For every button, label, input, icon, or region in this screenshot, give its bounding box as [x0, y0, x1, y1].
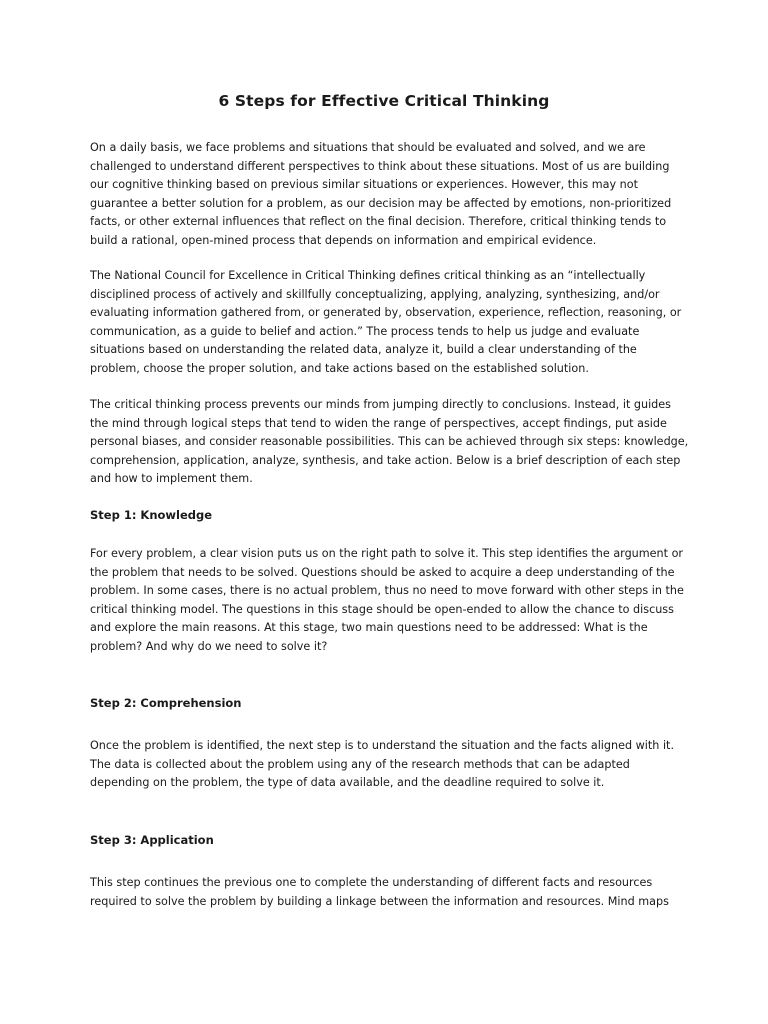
- step-2-text: Once the problem is identified, the next step is to understand the situation and the facts aligned with it. The data is collected about the problem using any of the research methods that can be adapted depending on the problem, the type of data available, and the deadline required to solve it.: [90, 739, 674, 790]
- document-title: 6 Steps for Effective Critical Thinking: [218, 92, 550, 110]
- step-1-heading: Step 1: Knowledge: [90, 508, 213, 522]
- step-3-heading: Step 3: Application: [90, 833, 214, 847]
- intro-paragraph: On a daily basis, we face problems and situations that should be evaluated and solved, and we are challenged to understand different perspectives to think about these situations. Most of us are building our cognitive thinking based on previous similar situations or experiences. However, this may not guarantee a better solution for a problem, as our decision may be affected by emotions, non-prioritized facts, or other external influences that reflect on the final decision. Therefore, critical thinking tends to build a rational, open-mined process that depends on information and empirical evidence.: [90, 141, 672, 247]
- step-1-text: For every problem, a clear vision puts us on the right path to solve it. This step identifies the argument or the problem that needs to be solved. Questions should be asked to acquire a deep understanding of the problem. In some cases, there is no actual problem, thus no need to move forward with other steps in the critical thinking model. The questions in this stage should be open-ended to allow the chance to discuss and explore the main reasons. At this stage, two main questions need to be addressed: What is the problem? And why do we need to solve it?: [90, 547, 684, 653]
- process-paragraph: The critical thinking process prevents our minds from jumping directly to conclusions. Instead, it guides the mind through logical steps that tend to widen the range of perspectives, accept findings, put aside personal biases, and consider reasonable possibilities. This can be achieved through six steps: knowledge, comprehension, application, analyze, synthesis, and take action. Below is a brief description of each step and how to implement them.: [90, 398, 689, 486]
- definition-paragraph: The National Council for Excellence in Critical Thinking defines critical thinking as an “intellectually disciplined process of actively and skillfully conceptualizing, applying, analyzing, synthesizing, and/or evaluating information gathered from, or generated by, observation, experience, reflection, reasoning, or communication, as a guide to belief and action.” The process tends to help us judge and evaluate situations based on understanding the related data, analyze it, build a clear understanding of the problem, choose the proper solution, and take actions based on the established solution.: [90, 269, 682, 375]
- step-2-heading: Step 2: Comprehension: [90, 696, 242, 710]
- step-3-text: This step continues the previous one to complete the understanding of different facts and resources required to solve the problem by building a linkage between the information and resources. Mind maps: [90, 876, 669, 908]
